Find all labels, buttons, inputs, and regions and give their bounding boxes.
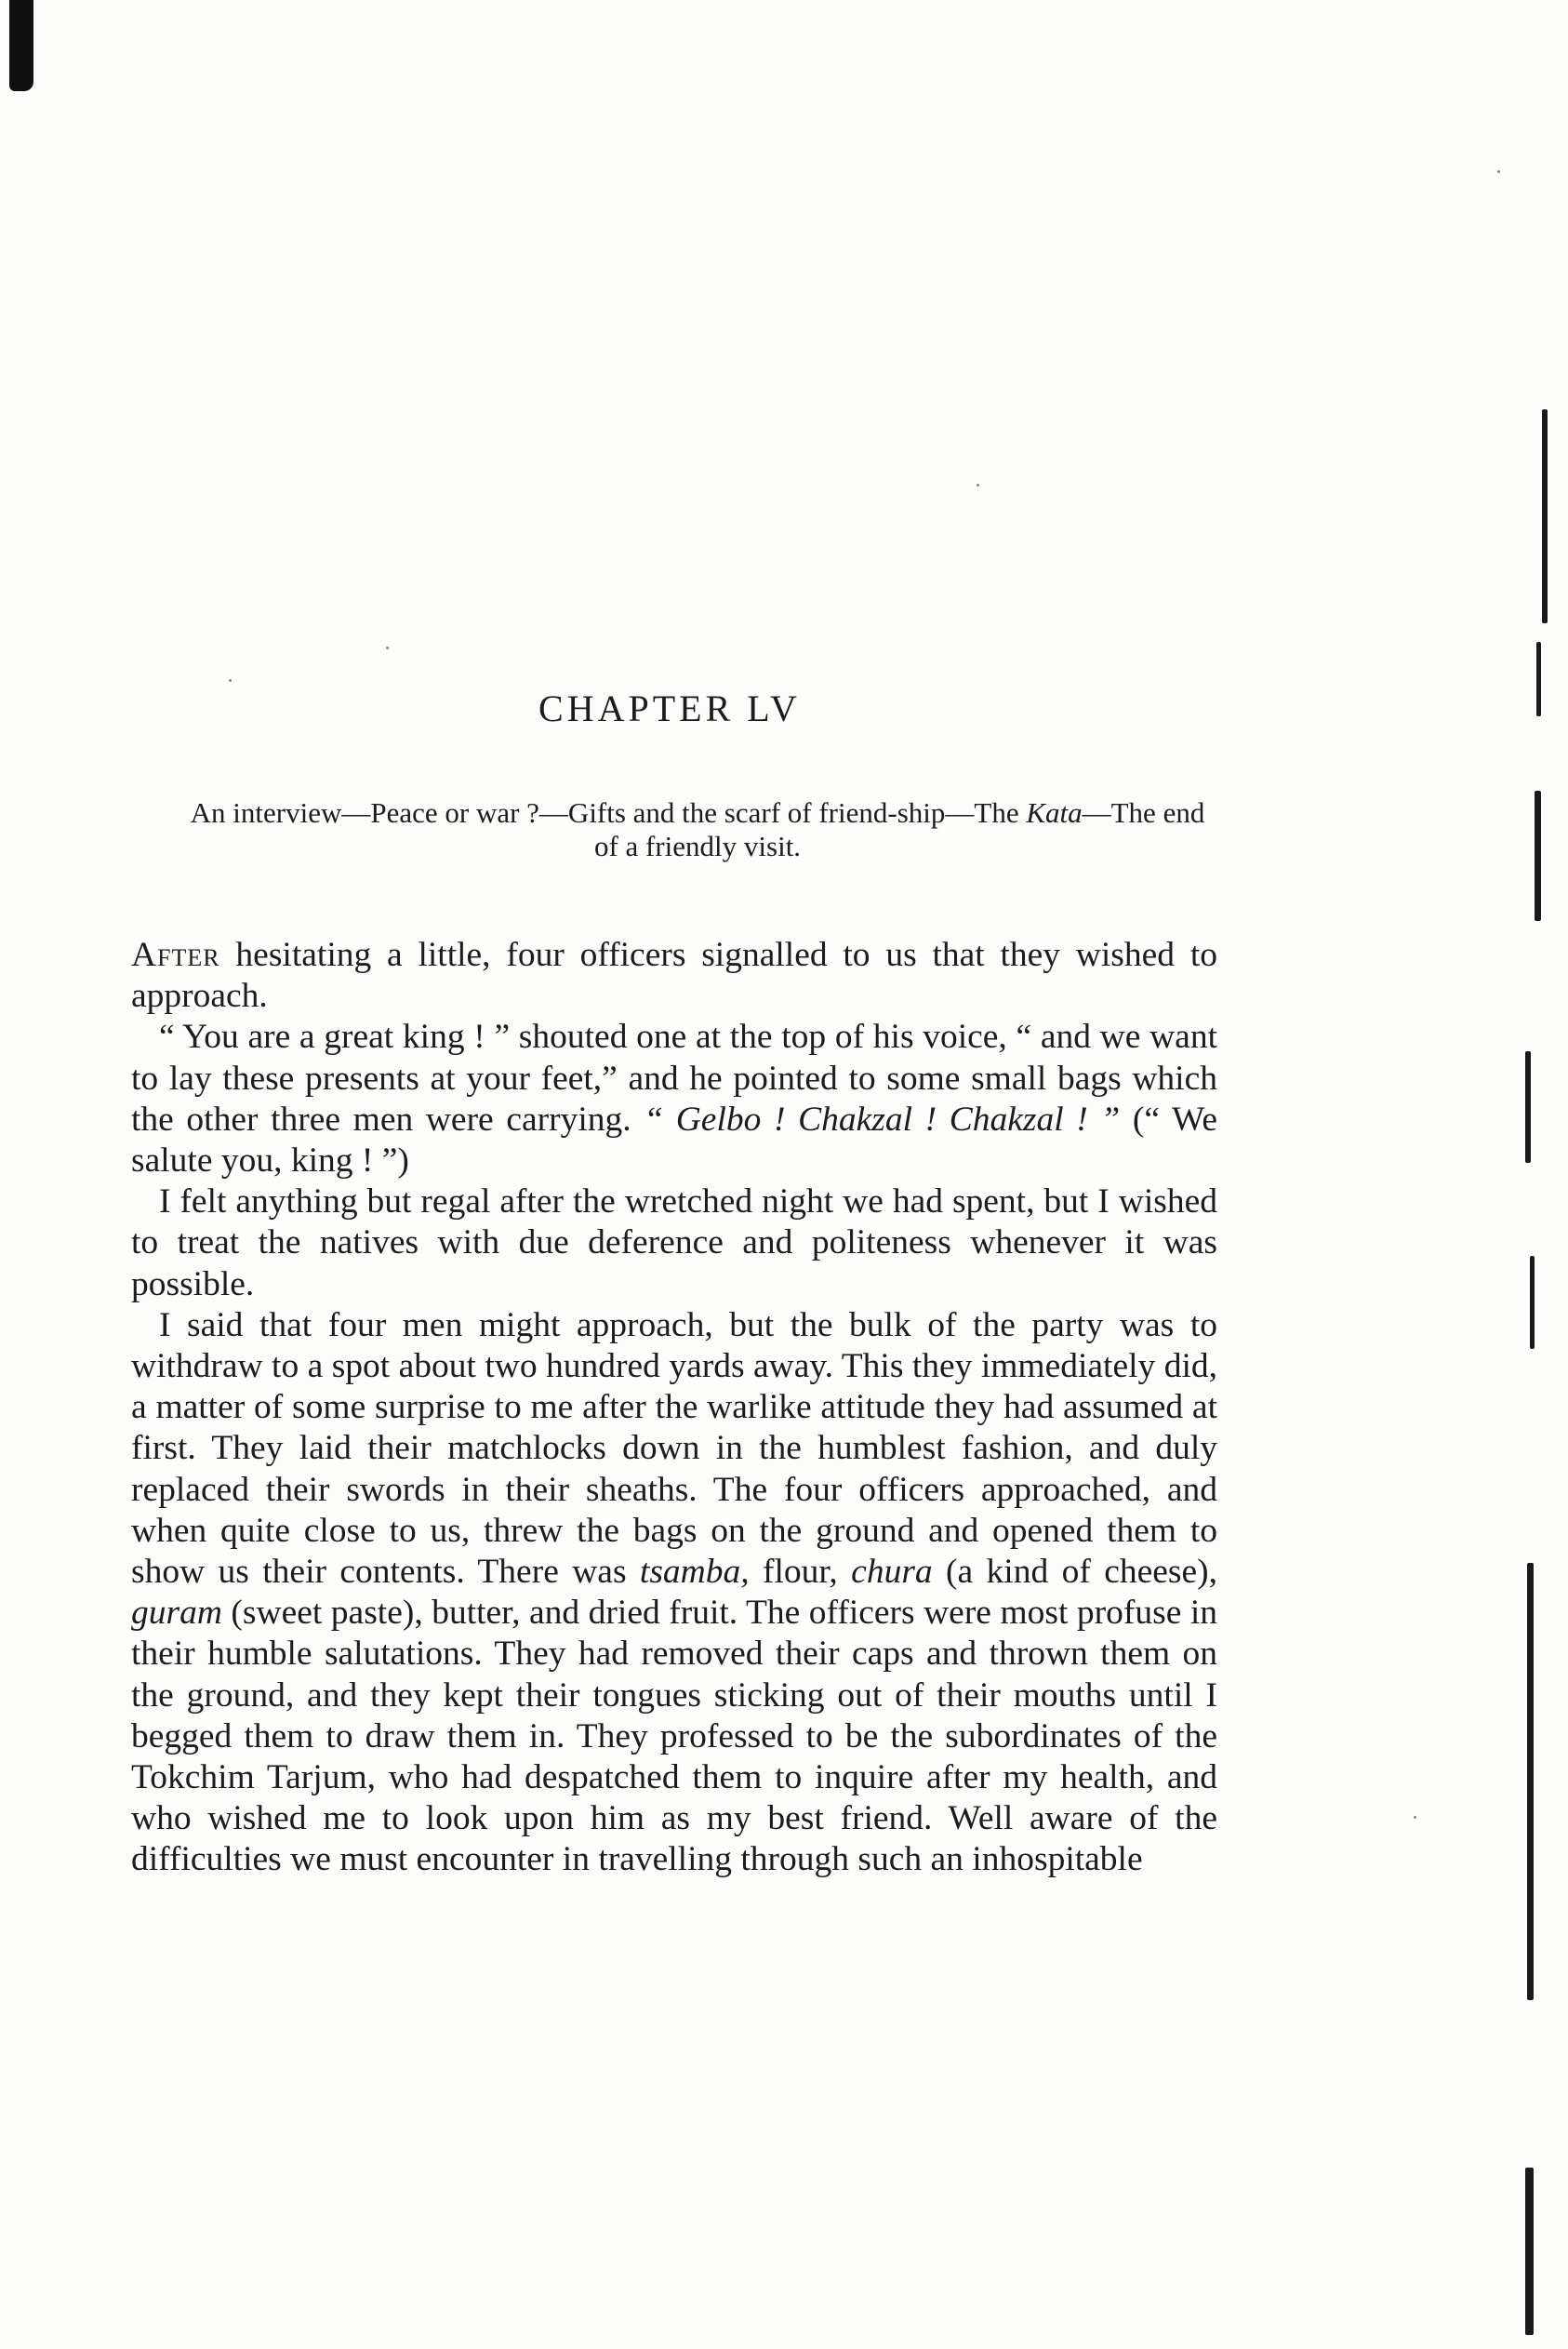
- term-chura: chura: [851, 1553, 933, 1592]
- paragraph-4-text-d: (sweet paste), butter, and dried fruit. The officers were most profuse in their humble salutations. They had removed their caps and thrown them on the ground, and they kept their tongues sticking out of their mouths until I begged them to draw them in. They professed to be the subordinates of the Tokchim Tarjum, who had despatched them to inquire after my health, and who wished me to look upon him as my best friend. Well aware of the difficulties we must encounter in travelling through such an inhospitable: [131, 1594, 1217, 1879]
- synopsis-text-1: An interview—Peace or war ?—Gifts and the scarf of friend-ship—The: [190, 796, 1027, 829]
- scan-corner-mark: [9, 0, 33, 91]
- paragraph-1: [131, 935, 1217, 1017]
- paragraph-3-text: I felt anything but regal after the wretched night we had spent, but I wished to treat the natives with due deference and politeness whenever it was possible.: [131, 1182, 1217, 1303]
- paragraph-2: [131, 1017, 1217, 1181]
- body-text: [131, 935, 1217, 1881]
- scan-edge-mark: [1525, 2168, 1534, 2335]
- tibetan-greeting: “ Gelbo ! Chakzal ! Chakzal ! ”: [644, 1100, 1121, 1139]
- scan-edge-mark: [1535, 791, 1541, 921]
- scan-speck: [386, 647, 389, 649]
- paragraph-2-text-b: (“ We salute you, king ! ”): [131, 1100, 1217, 1181]
- paragraph-1-text: hesitating a little, four officers signalled to us that they wished to approach.: [131, 936, 1217, 1016]
- paragraph-3: [131, 1181, 1217, 1305]
- drop-word: After: [131, 936, 220, 974]
- scan-speck: [977, 484, 979, 487]
- term-tsamba: tsamba,: [639, 1553, 750, 1592]
- scan-speck: [1414, 1816, 1416, 1819]
- paragraph-4-text-b: flour,: [749, 1553, 852, 1592]
- synopsis-kata: Kata: [1026, 796, 1083, 829]
- scan-speck: [229, 679, 232, 682]
- chapter-title: CHAPTER LV: [538, 687, 801, 729]
- scan-edge-mark: [1530, 1256, 1535, 1349]
- chapter-synopsis: [186, 796, 1209, 863]
- scan-edge-mark: [1525, 1051, 1531, 1163]
- term-guram: guram: [131, 1594, 222, 1633]
- paragraph-4-text-c: (a kind of cheese),: [932, 1553, 1217, 1592]
- scan-edge-mark: [1527, 1563, 1534, 2000]
- paragraph-2-text-a: “ You are a great king ! ” shouted one at the top of his voice, “ and we want to lay these presents at your feet,” and he pointed to some small bags which the other three men were carrying.: [131, 1018, 1217, 1139]
- paragraph-4: [131, 1305, 1217, 1881]
- scan-speck: [1497, 170, 1500, 173]
- paragraph-4-text-a: I said that four men might approach, but the bulk of the party was to withdraw to a spot about two hundred yards away. This they immediately did, a matter of some surprise to me after the warlike attitude they had assumed at first. They laid their matchlocks down in the humblest fashion, and duly replaced their swords in their sheaths. The four officers approached, and when quite close to us, threw the bags on the ground and opened them to show us their contents. There was: [131, 1305, 1217, 1592]
- scan-edge-mark: [1542, 409, 1548, 623]
- synopsis-text-2: —The end of a friendly visit.: [593, 796, 1205, 862]
- scan-edge-mark: [1536, 642, 1541, 716]
